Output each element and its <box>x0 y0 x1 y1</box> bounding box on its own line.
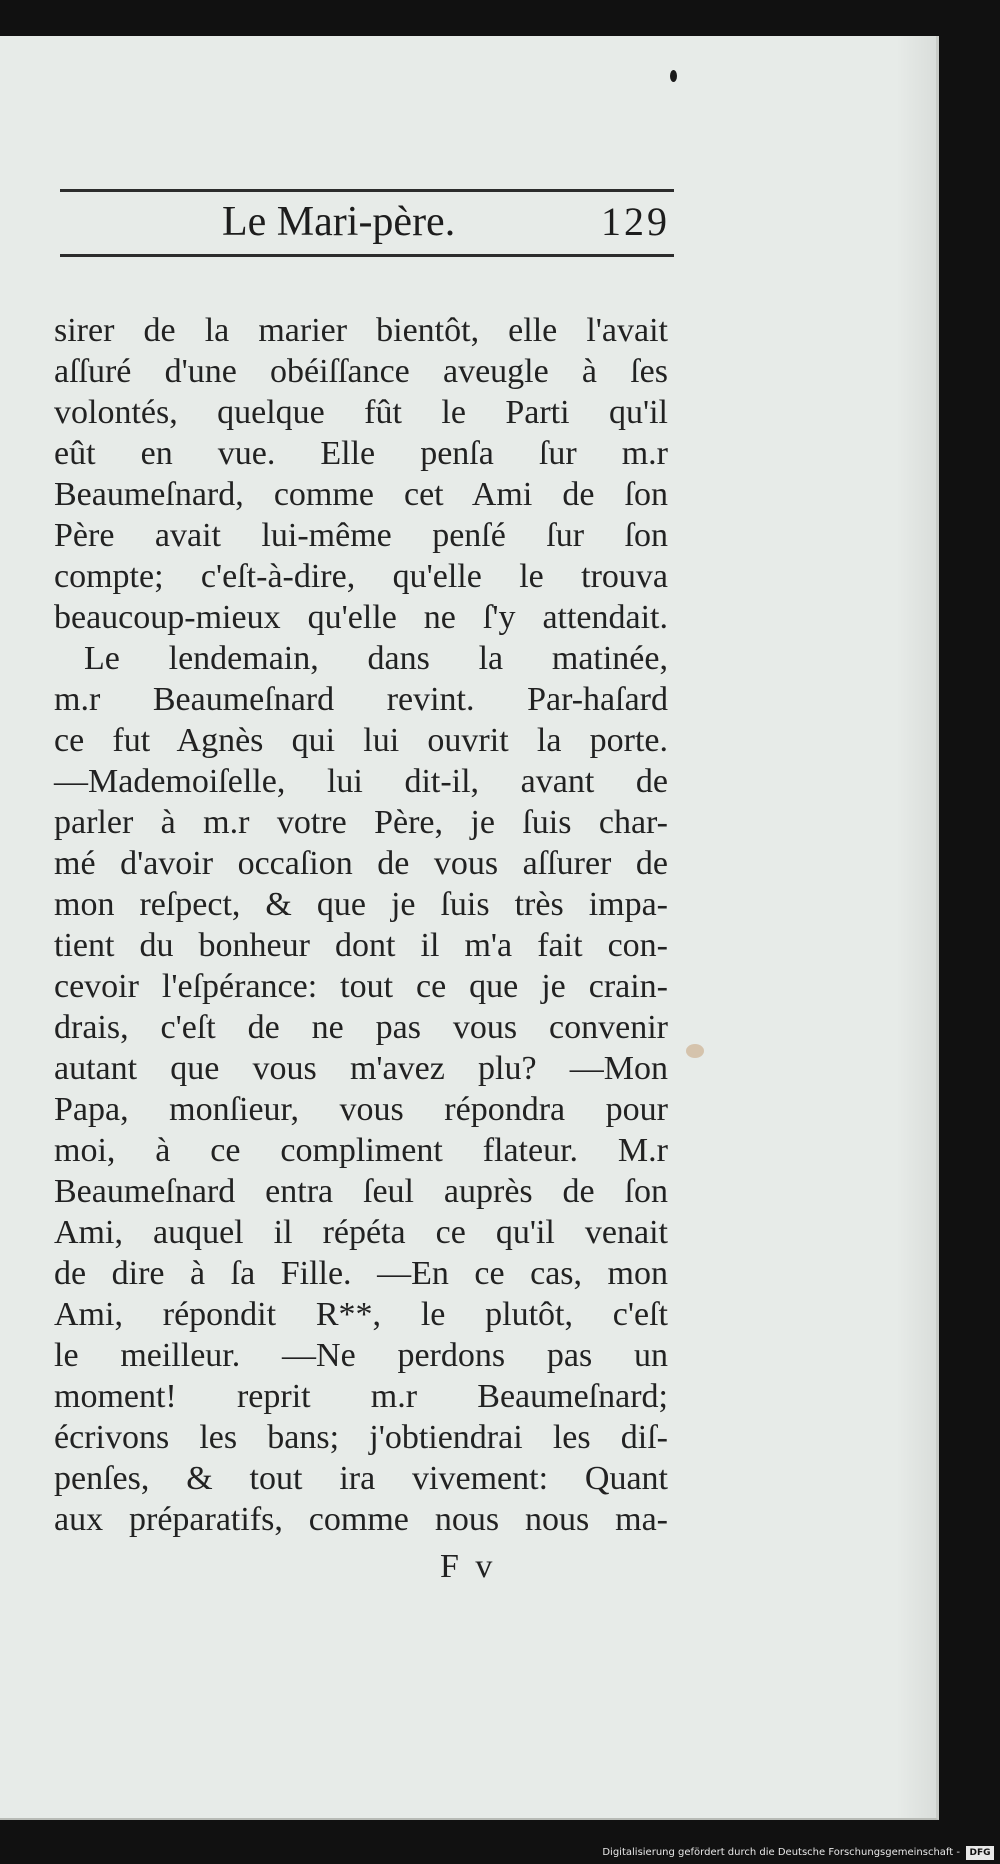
header-rule-bottom <box>60 254 674 257</box>
text-line: moment! reprit m.r Beaumeſnard; <box>54 1378 668 1415</box>
text-line: Père avait lui-même penſé ſur ſon <box>54 517 668 554</box>
dfg-logo: DFG <box>966 1846 994 1860</box>
digitization-credit: Digitalisierung gefördert durch die Deutsche Forschungsgemeinschaft - <box>602 1847 960 1858</box>
text-line: de dire à ſa Fille. —En ce cas, mon <box>54 1255 668 1292</box>
text-line: aſſuré d'une obéiſſance aveugle à ſes <box>54 353 668 390</box>
text-line: Ami, auquel il répéta ce qu'il venait <box>54 1214 668 1251</box>
text-line: tient du bonheur dont il m'a fait con- <box>54 927 668 964</box>
text-line: volontés, quelque fût le Parti qu'il <box>54 394 668 431</box>
book-page <box>0 36 939 1820</box>
text-line: ce fut Agnès qui lui ouvrit la porte. <box>54 722 668 759</box>
text-line: Ami, répondit R**, le plutôt, c'eſt <box>54 1296 668 1333</box>
text-line: m.r Beaumeſnard revint. Par-haſard <box>54 681 668 718</box>
text-line: beaucoup-mieux qu'elle ne ſ'y attendait. <box>54 599 668 636</box>
text-line: Papa, monſieur, vous répondra pour <box>54 1091 668 1128</box>
running-title: Le Mari-père. <box>222 199 456 245</box>
text-line: parler à m.r votre Père, je ſuis char- <box>54 804 668 841</box>
text-line: le meilleur. —Ne perdons pas un <box>54 1337 668 1374</box>
text-line: Beaumeſnard entra ſeul auprès de ſon <box>54 1173 668 1210</box>
signature-mark: F v <box>440 1548 497 1585</box>
ink-speck <box>670 70 677 82</box>
text-line: aux préparatifs, comme nous nous ma- <box>54 1501 668 1538</box>
text-line: autant que vous m'avez plu? —Mon <box>54 1050 668 1087</box>
text-line: penſes, & tout ira vivement: Quant <box>54 1460 668 1497</box>
body-text <box>54 310 668 1540</box>
running-head <box>60 198 674 250</box>
text-line: sirer de la marier bientôt, elle l'avait <box>54 312 668 349</box>
page-edge-shadow <box>896 36 936 1818</box>
text-line: cevoir l'eſpérance: tout ce que je crain- <box>54 968 668 1005</box>
text-line: eût en vue. Elle penſa ſur m.r <box>54 435 668 472</box>
text-line: moi, à ce compliment flateur. M.r <box>54 1132 668 1169</box>
text-line: écrivons les bans; j'obtiendrai les diſ- <box>54 1419 668 1456</box>
text-line: mé d'avoir occaſion de vous aſſurer de <box>54 845 668 882</box>
text-line: mon reſpect, & que je ſuis très impa- <box>54 886 668 923</box>
paper-stain <box>686 1044 704 1058</box>
header-rule-top <box>60 189 674 192</box>
text-line: —Mademoiſelle, lui dit-il, avant de <box>54 763 668 800</box>
text-line: Beaumeſnard, comme cet Ami de ſon <box>54 476 668 513</box>
text-line: compte; c'eſt-à-dire, qu'elle le trouva <box>54 558 668 595</box>
text-line: Le lendemain, dans la matinée, <box>84 640 668 677</box>
page-number: 129 <box>601 199 670 244</box>
text-line: drais, c'eſt de ne pas vous convenir <box>54 1009 668 1046</box>
